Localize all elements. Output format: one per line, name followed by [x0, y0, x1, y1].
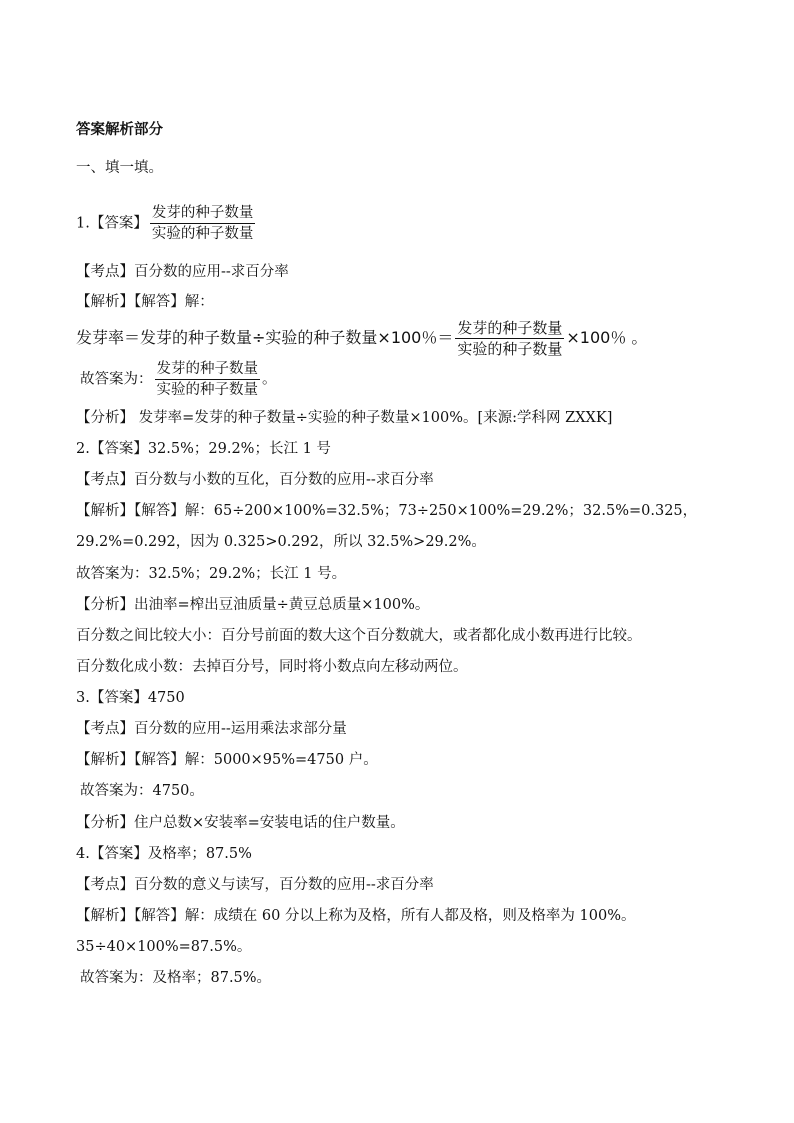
q3-final-answer: 故答案为：4750。 [80, 783, 204, 799]
answer-fraction [155, 359, 261, 400]
fraction-numerator: 发芽的种子数量 [151, 205, 254, 221]
q1-answer-prefix: 1.【答案】 [76, 215, 148, 232]
q1-formula [76, 318, 647, 359]
q2-answer: 2.【答案】32.5%；29.2%；长江 1 号 [76, 441, 331, 457]
fraction-denominator: 实验的种子数量 [151, 226, 254, 242]
q2-fenxi-line2: 百分数之间比较大小：百分号前面的数大这个百分数就大，或者都化成小数再进行比较。 [76, 628, 642, 644]
q1-fenxi: 【分析】 发芽率=发芽的种子数量÷实验的种子数量×100%。[来源:学科网 ZXXK] [76, 410, 613, 426]
q4-answer: 4.【答案】及格率；87.5% [76, 846, 252, 862]
q1-kaodian: 【考点】百分数的应用--求百分率 [76, 264, 289, 280]
q4-jiexi-line2: 35÷40×100%=87.5%。 [76, 939, 252, 955]
fraction-denominator: 实验的种子数量 [156, 382, 258, 398]
q3-jiexi: 【解析】【解答】解：5000×95%=4750 户。 [76, 752, 378, 768]
q4-final-answer: 故答案为：及格率；87.5%。 [80, 970, 272, 986]
fraction-numerator: 发芽的种子数量 [156, 361, 258, 377]
q1-answer-fraction [150, 203, 256, 244]
formula-right: ×100％ 。 [566, 328, 648, 347]
fraction-denominator: 实验的种子数量 [457, 340, 563, 358]
fraction-numerator: 发芽的种子数量 [457, 319, 563, 337]
answer-prefix: 故答案为： [80, 371, 153, 388]
formula-fraction [455, 318, 564, 359]
q1-final-answer [80, 359, 277, 400]
q2-kaodian: 【考点】百分数与小数的互化，百分数的应用--求百分率 [76, 472, 434, 488]
answer-suffix: 。 [262, 371, 277, 388]
page-title: 答案解析部分 [76, 121, 163, 138]
q3-fenxi: 【分析】住户总数×安装率=安装电话的住户数量。 [76, 815, 405, 831]
q4-kaodian: 【考点】百分数的意义与读写，百分数的应用--求百分率 [76, 877, 434, 893]
q2-final-answer: 故答案为：32.5%；29.2%；长江 1 号。 [76, 566, 347, 582]
formula-left: 发芽率＝发芽的种子数量÷实验的种子数量×100％＝ [76, 328, 454, 347]
q1-jiexi: 【解析】【解答】解： [76, 294, 214, 310]
q4-jiexi-line1: 【解析】【解答】解：成绩在 60 分以上称为及格，所有人都及格，则及格率为 100%。 [76, 908, 636, 924]
q2-fenxi-line3: 百分数化成小数：去掉百分号，同时将小数点向左移动两位。 [76, 659, 468, 675]
section-heading: 一、填一填。 [76, 160, 163, 176]
q3-answer: 3.【答案】4750 [76, 690, 185, 706]
q2-jiexi-line2: 29.2%=0.292，因为 0.325>0.292，所以 32.5%>29.2%。 [76, 534, 486, 550]
q2-fenxi-line1: 【分析】出油率=榨出豆油质量÷黄豆总质量×100%。 [76, 597, 430, 613]
q2-jiexi-line1: 【解析】【解答】解：65÷200×100%=32.5%；73÷250×100%=29.2%；32.5%=0.325， [76, 503, 698, 519]
q3-kaodian: 【考点】百分数的应用--运用乘法求部分量 [76, 721, 347, 737]
q1-answer [76, 203, 257, 244]
